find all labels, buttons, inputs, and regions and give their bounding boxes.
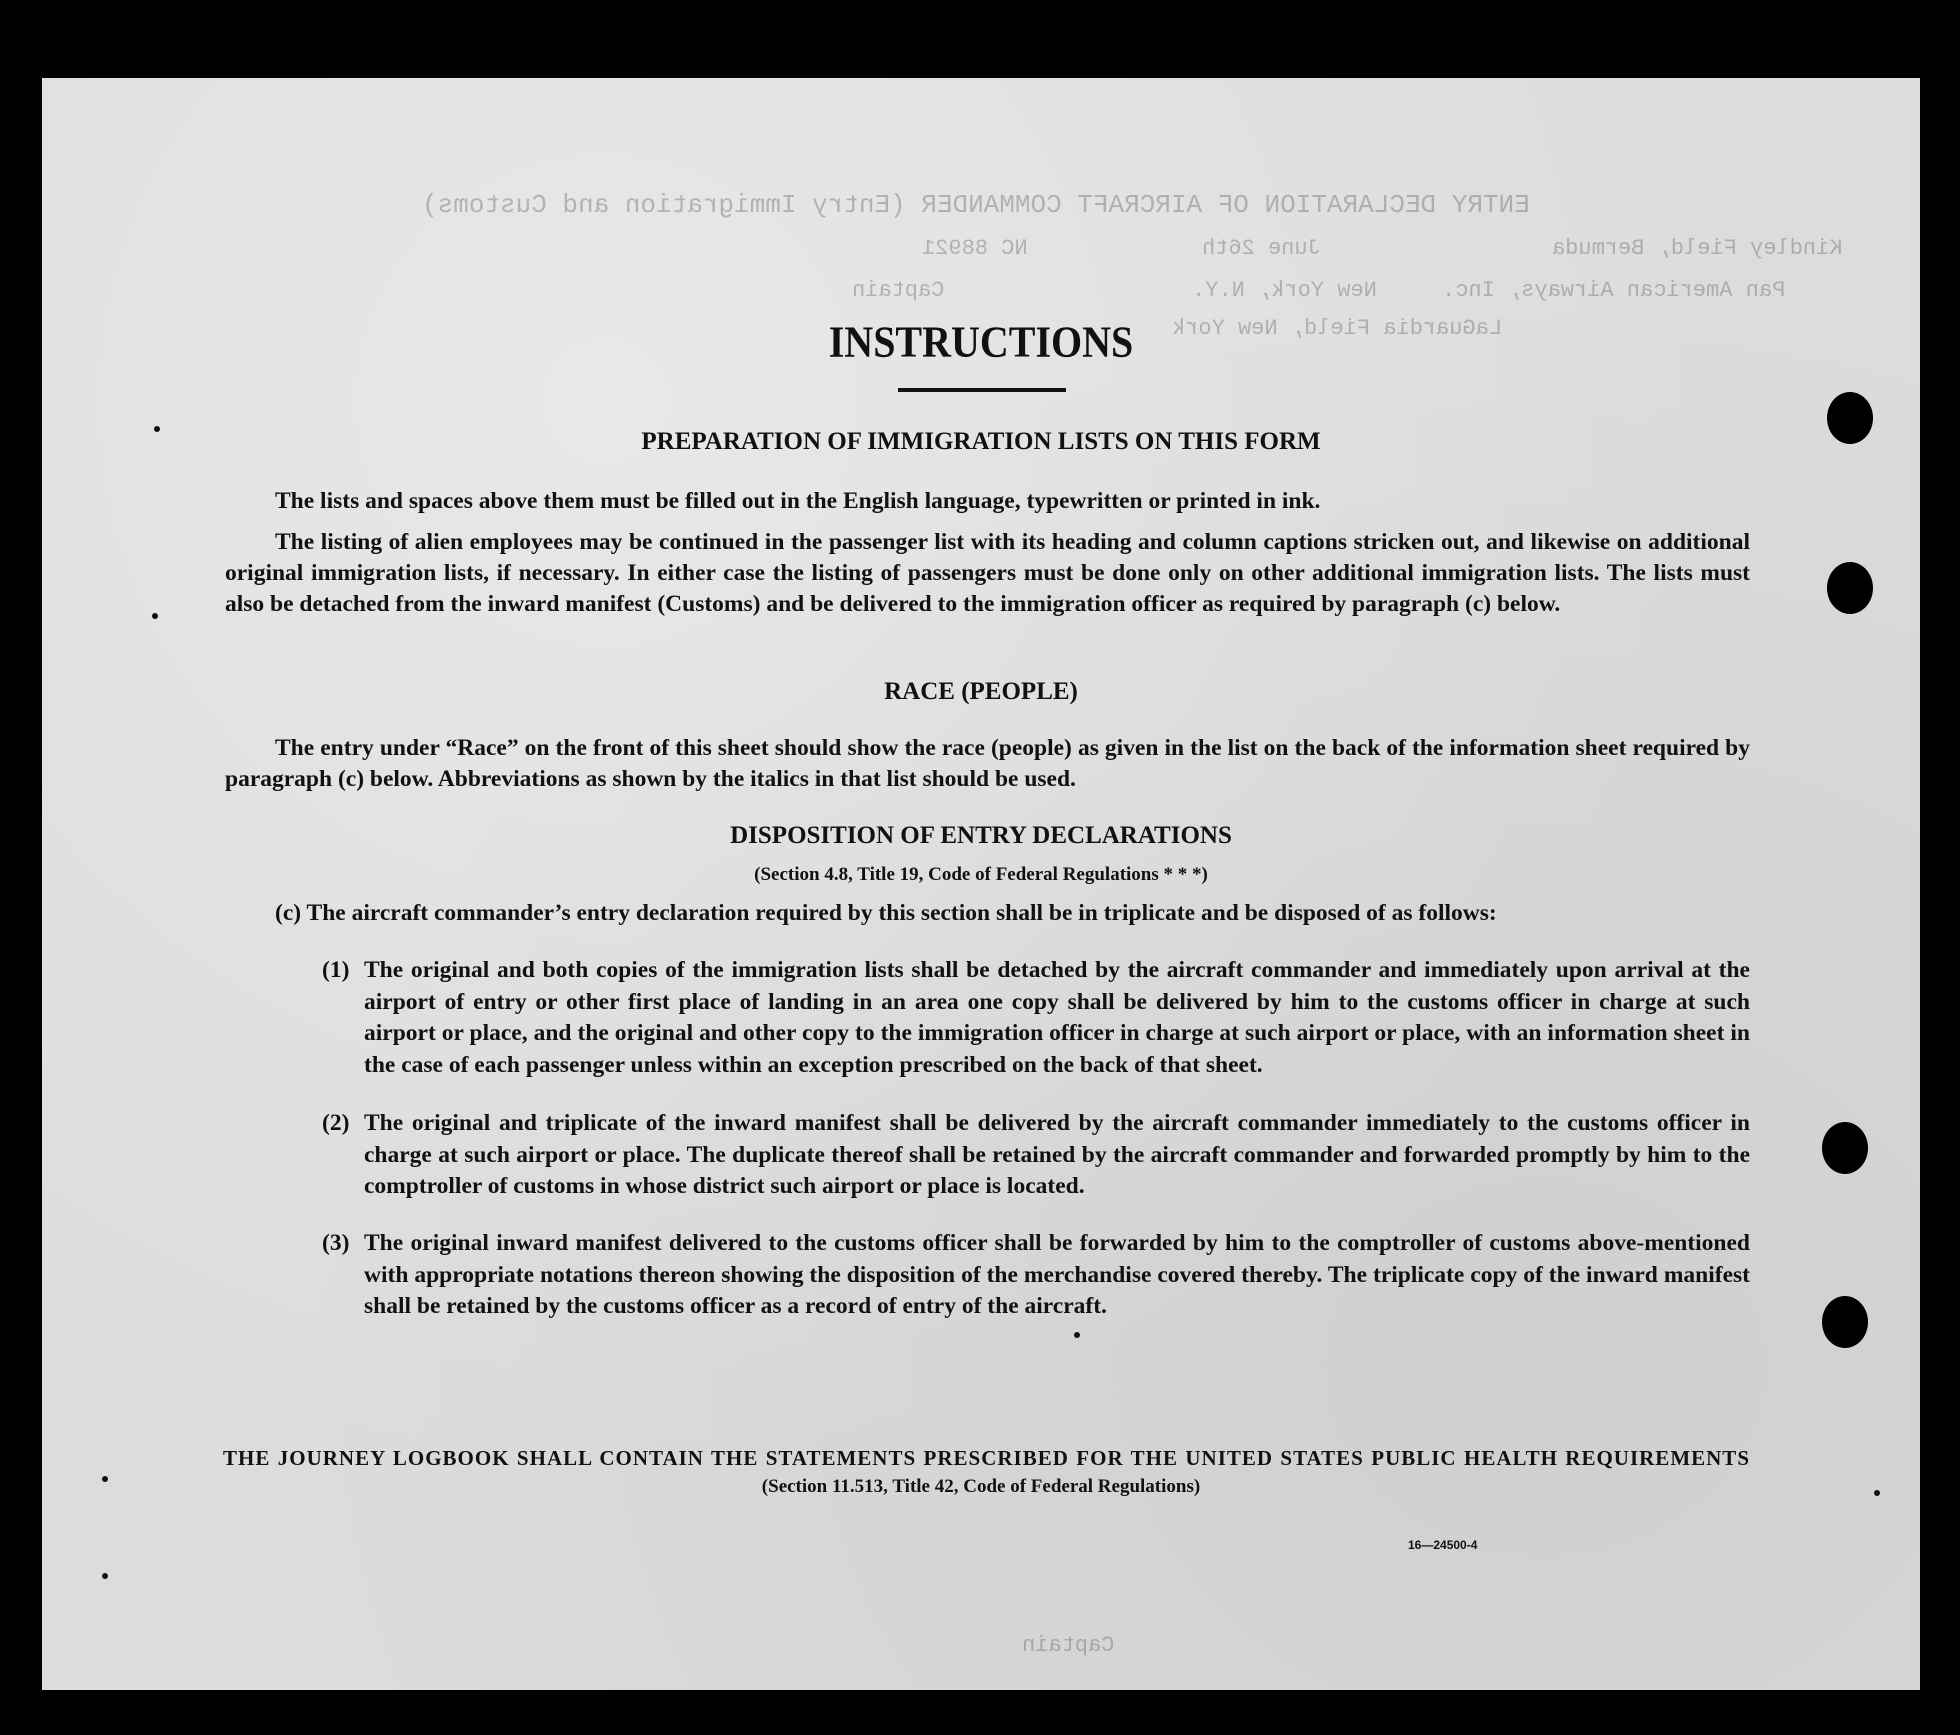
section-heading: RACE (PEOPLE) [884,678,1078,705]
list-item-number: (2) [322,1110,350,1136]
section-heading: DISPOSITION OF ENTRY DECLARATIONS [730,822,1232,849]
section-heading: PREPARATION OF IMMIGRATION LISTS ON THIS FORM [641,428,1321,455]
paragraph: The entry under “Race” on the front of this sheet should show the race (people) as given in the list on the back of the information sheet required by paragraph (c) below. Abbreviations as shown by the italics in that list should be used. [225,735,1750,792]
paragraph: The lists and spaces above them must be filled out in the English language, typewritten or printed in ink. [275,488,1321,514]
journey-logbook-subheading: (Section 11.513, Title 42, Code of Federal Regulations) [761,1476,1201,1497]
list-item [322,1108,1750,1203]
list-item-text: The original inward manifest delivered to the customs officer shall be forwarded by him to the comptroller of customs above-mentioned with appropriate notations thereon showing the disposition of the merchandise covered thereby. The triplicate copy of the inward manifest shall be retained by the customs officer as a record of entry of the aircraft. [364,1230,1750,1319]
instructions-content [42,78,1920,1690]
journey-logbook-heading: THE JOURNEY LOGBOOK SHALL CONTAIN THE STATEMENTS PRESCRIBED FOR THE UNITED STATES PUBLIC HEALTH REQUIREMENTS [223,1446,1750,1470]
bleed-through-line: Kindley Field, Bermuda [1552,236,1843,261]
form-number: 16—24500-4 [1408,1538,1478,1552]
bleed-through-line: New York, N.Y. [1192,278,1377,303]
list-item-text: The original and triplicate of the inward manifest shall be delivered by the aircraft commander immediately to the customs officer in charge at such airport or place. The duplicate thereof shall be retained by the aircraft commander and forwarded promptly by him to the comptroller of customs in whose district such airport or place is located. [364,1110,1750,1199]
bleed-through-line: Captain [1022,1633,1115,1658]
bleed-through-line: June 26th [1202,236,1321,261]
list-item [322,955,1750,1081]
list-item-number: (1) [322,957,350,983]
document-sheet [42,78,1920,1690]
paragraph: The listing of alien employees may be continued in the passenger list with its heading and column captions stricken out, and likewise on additional original immigration lists, if necessary. In either case the listing of passengers must be done only on other additional immigration lists. The lists must also be detached from the inward manifest (Customs) and be delivered to the immigration officer as required by paragraph (c) below. [225,529,1750,617]
title-underline [898,388,1066,392]
bleed-through-line: ENTRY DECLARATION OF AIRCRAFT COMMANDER (Entry Immigration and Customs) [422,190,1530,220]
section-subheading: (Section 4.8, Title 19, Code of Federal Regulations * * *) [754,864,1208,885]
bleed-through-line: LaGuardia Field, New York [1172,316,1503,341]
list-item-number: (3) [322,1230,350,1256]
bleed-through-line: Pan American Airways, Inc. [1442,278,1786,303]
list-item-text: The original and both copies of the immigration lists shall be detached by the aircraft commander and immediately upon arrival at the airport of entry or other first place of landing in an area one copy shall be delivered by him to the customs officer in charge at such airport or place, and the original and other copy to the immigration officer in charge at such airport or place, with an information sheet in the case of each passenger unless within an exception prescribed on the back of that sheet. [364,957,1750,1078]
list-item [322,1228,1750,1323]
bleed-through-line: Captain [852,278,945,303]
bleed-through-line: NC 88921 [922,236,1028,261]
paragraph: (c) The aircraft commander’s entry declaration required by this section shall be in triplicate and be disposed of as follows: [275,900,1497,926]
page-title: INSTRUCTIONS [828,316,1134,367]
